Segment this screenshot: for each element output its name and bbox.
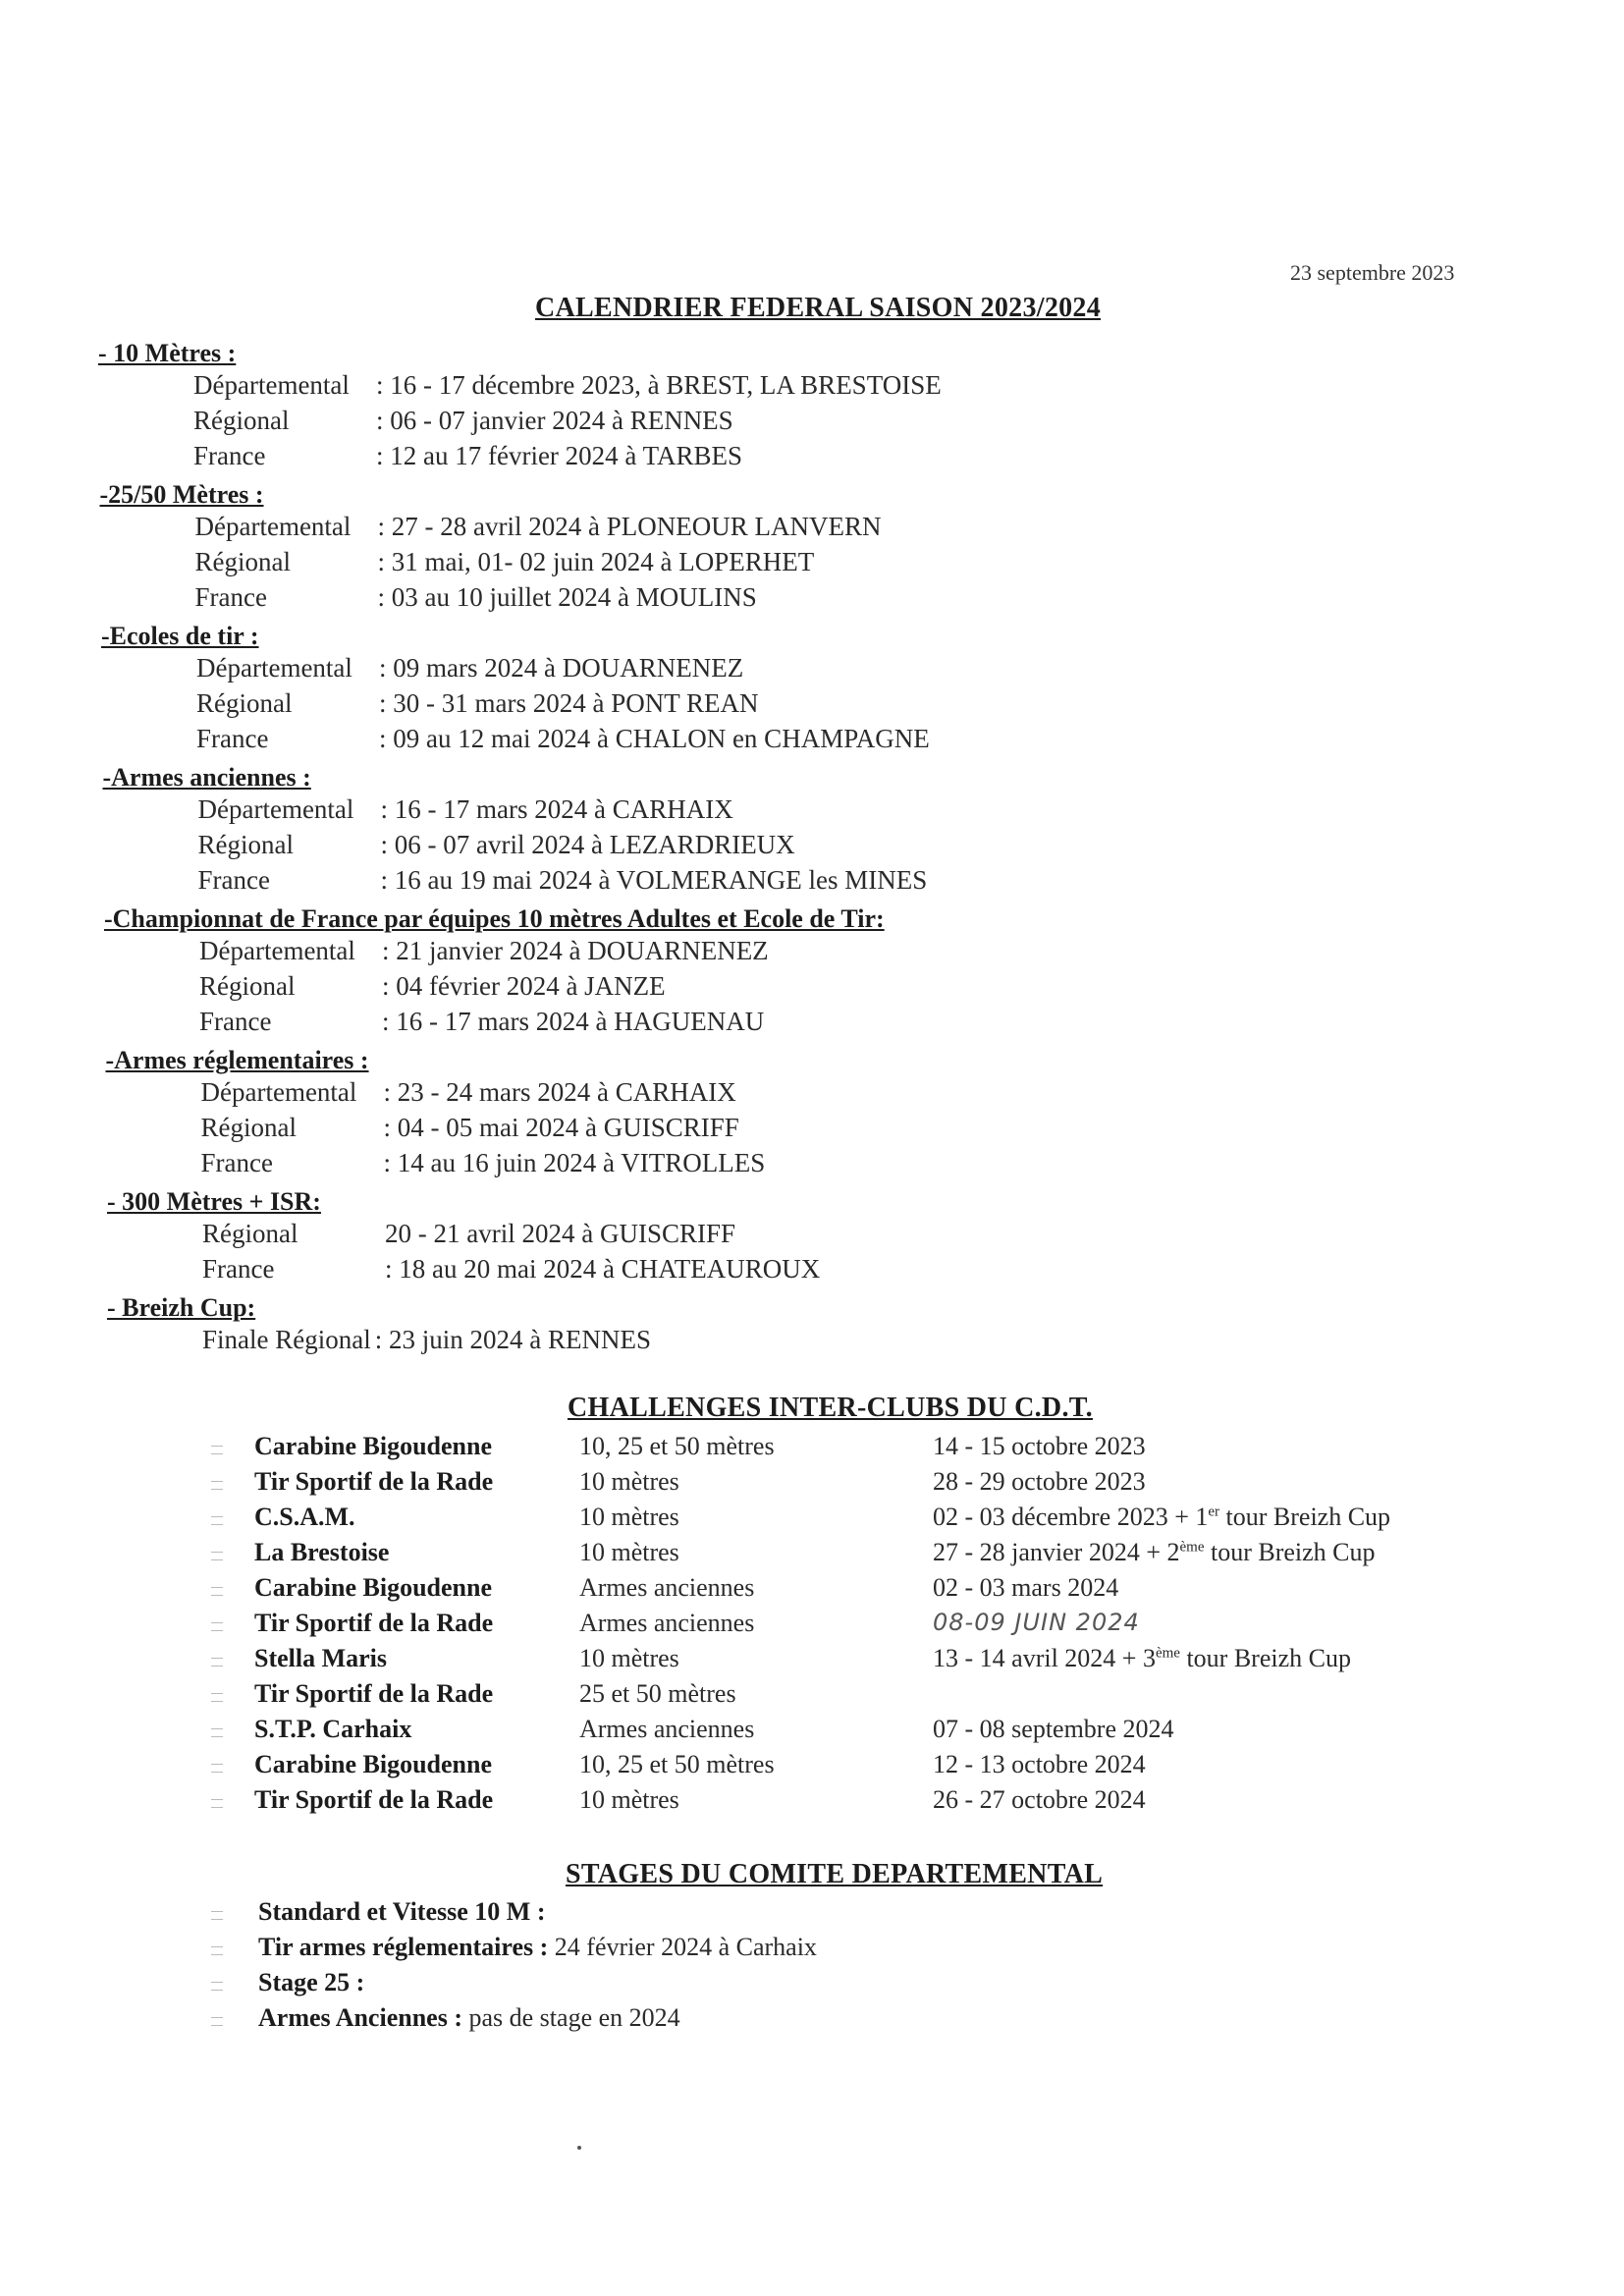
calendar-line-label: Départemental [193, 370, 350, 400]
page-title: CALENDRIER FEDERAL SAISON 2023/2024 [535, 293, 1102, 323]
calendar-line-value: : 31 mai, 01- 02 juin 2024 à LOPERHET [377, 547, 815, 576]
calendar-line-label: Régional [197, 830, 294, 859]
calendar-line-label: Finale Régional [202, 1325, 371, 1354]
stage-item [258, 1968, 364, 1997]
list-bullet-icon [211, 1982, 223, 1991]
calendar-line-value: : 16 - 17 mars 2024 à HAGUENAU [382, 1007, 765, 1036]
challenge-date: 13 - 14 avril 2024 + 3ème tour Breizh Cup [933, 1644, 1351, 1672]
calendar-line-value: : 14 au 16 juin 2024 à VITROLLES [383, 1148, 766, 1177]
section-heading: -Armes anciennes : [102, 763, 311, 792]
calendar-line-value: : 16 - 17 mars 2024 à CARHAIX [380, 794, 733, 824]
calendar-line-value: 20 - 21 avril 2024 à GUISCRIFF [385, 1219, 735, 1248]
ordinal-suffix: ème [1179, 1539, 1205, 1556]
calendar-line-label: France [200, 1148, 273, 1177]
challenge-club: C.S.A.M. [254, 1503, 355, 1531]
calendar-line [201, 1148, 766, 1178]
calendar-line [196, 688, 758, 719]
calendar-line-value: : 12 au 17 février 2024 à TARBES [376, 441, 743, 470]
challenge-date: 02 - 03 mars 2024 [933, 1573, 1119, 1602]
list-bullet-icon [211, 1693, 223, 1702]
calendar-line [195, 512, 882, 542]
challenge-date: 14 - 15 octobre 2023 [933, 1432, 1146, 1460]
calendar-line-value: : 16 au 19 mai 2024 à VOLMERANGE les MINES [380, 865, 928, 895]
challenge-club: La Brestoise [254, 1538, 390, 1566]
challenge-discipline: Armes anciennes [579, 1573, 755, 1602]
calendar-line-label: Régional [199, 971, 296, 1001]
calendar-line-value: : 03 au 10 juillet 2024 à MOULINS [377, 582, 757, 612]
list-bullet-icon [211, 2017, 223, 2026]
list-bullet-icon [211, 1622, 223, 1631]
calendar-line [202, 1254, 820, 1285]
challenges-title: CHALLENGES INTER-CLUBS DU C.D.T. [568, 1393, 1093, 1423]
challenge-date: 02 - 03 décembre 2023 + 1er tour Breizh Cup [933, 1503, 1391, 1531]
stage-label: Armes Anciennes : [258, 2003, 462, 2032]
calendar-line-label: Départemental [194, 512, 352, 541]
challenge-discipline: 10, 25 et 50 mètres [579, 1750, 775, 1778]
challenge-discipline: 10 mètres [579, 1785, 679, 1814]
challenge-date: 26 - 27 octobre 2024 [933, 1785, 1146, 1814]
calendar-line-label: Régional [194, 547, 291, 576]
calendar-line-value: : 06 - 07 janvier 2024 à RENNES [376, 406, 733, 435]
challenge-club: Tir Sportif de la Rade [254, 1467, 494, 1496]
challenge-club: Carabine Bigoudenne [254, 1750, 492, 1778]
challenge-discipline: 10 mètres [579, 1644, 679, 1672]
calendar-line-value: : 23 juin 2024 à RENNES [374, 1325, 651, 1354]
challenge-club: S.T.P. Carhaix [254, 1715, 412, 1743]
challenge-date: 08-09 JUIN 2024 [933, 1609, 1140, 1636]
calendar-line-value: : 09 au 12 mai 2024 à CHALON en CHAMPAGNE [379, 724, 930, 753]
calendar-line [202, 1325, 651, 1355]
calendar-line-value: : 27 - 28 avril 2024 à PLONEOUR LANVERN [377, 512, 882, 541]
calendar-line [198, 865, 928, 896]
calendar-line [195, 547, 815, 577]
challenge-discipline: 10 mètres [579, 1538, 679, 1566]
calendar-line-label: Régional [193, 406, 290, 435]
calendar-line-label: France [196, 724, 269, 753]
section-heading: -25/50 Mètres : [99, 480, 264, 509]
calendar-line-label: Départemental [196, 653, 352, 683]
stage-value: 24 février 2024 à Carhaix [548, 1933, 817, 1961]
calendar-line-label: Départemental [197, 794, 354, 824]
challenge-club: Tir Sportif de la Rade [254, 1609, 494, 1637]
calendar-line-label: France [199, 1007, 272, 1036]
challenge-discipline: 10 mètres [579, 1467, 679, 1496]
list-bullet-icon [211, 1658, 223, 1667]
stage-label: Standard et Vitesse 10 M : [258, 1897, 546, 1926]
challenge-date: 07 - 08 septembre 2024 [933, 1715, 1174, 1743]
list-bullet-icon [211, 1516, 223, 1525]
calendar-line [195, 582, 757, 613]
stages-title: STAGES DU COMITE DEPARTEMENTAL [566, 1859, 1104, 1889]
challenge-discipline: Armes anciennes [579, 1609, 755, 1637]
calendar-line-label: France [194, 582, 267, 612]
stage-item [258, 2003, 680, 2033]
calendar-line [193, 406, 733, 436]
challenge-club: Stella Maris [254, 1644, 388, 1672]
list-bullet-icon [211, 1799, 223, 1808]
ordinal-suffix: er [1208, 1503, 1220, 1520]
section-heading: -Armes réglementaires : [105, 1046, 369, 1074]
calendar-line-label: Régional [196, 688, 293, 718]
calendar-line [196, 724, 930, 754]
calendar-line [202, 1219, 735, 1249]
list-bullet-icon [211, 1552, 223, 1560]
list-bullet-icon [211, 1946, 223, 1955]
challenge-discipline: 10, 25 et 50 mètres [579, 1432, 775, 1460]
challenge-club: Tir Sportif de la Rade [254, 1785, 494, 1814]
section-heading: -Championnat de France par équipes 10 mètres Adultes et Ecole de Tir: [104, 904, 885, 933]
calendar-line-value: : 23 - 24 mars 2024 à CARHAIX [383, 1077, 736, 1107]
stage-label: Tir armes réglementaires : [258, 1933, 549, 1961]
calendar-line [201, 1077, 736, 1108]
calendar-line [198, 830, 795, 860]
calendar-line [199, 936, 769, 966]
calendar-line-label: France [193, 441, 266, 470]
list-bullet-icon [211, 1728, 223, 1737]
calendar-line [198, 794, 733, 825]
section-heading: - Breizh Cup: [107, 1293, 256, 1322]
date-label: 23 septembre 2023 [1290, 260, 1455, 285]
list-bullet-icon [211, 1446, 223, 1454]
section-heading: - 300 Mètres + ISR: [107, 1187, 321, 1216]
calendar-line-value: : 06 - 07 avril 2024 à LEZARDRIEUX [380, 830, 795, 859]
calendar-line-label: Départemental [200, 1077, 357, 1107]
scan-dot [577, 2146, 581, 2150]
stage-item [258, 1897, 545, 1927]
ordinal-suffix: ème [1155, 1645, 1180, 1662]
list-bullet-icon [211, 1587, 223, 1596]
challenge-discipline: 10 mètres [579, 1503, 679, 1531]
challenge-discipline: Armes anciennes [579, 1715, 755, 1743]
list-bullet-icon [211, 1764, 223, 1773]
section-heading: - 10 Mètres : [98, 339, 237, 367]
calendar-line [193, 441, 742, 471]
calendar-line-value: : 04 février 2024 à JANZE [382, 971, 666, 1001]
calendar-line [199, 971, 666, 1002]
stage-label: Stage 25 : [258, 1968, 365, 1996]
calendar-line-label: France [197, 865, 270, 895]
challenge-club: Tir Sportif de la Rade [254, 1679, 494, 1708]
calendar-line-value: : 04 - 05 mai 2024 à GUISCRIFF [383, 1113, 739, 1142]
calendar-line [193, 370, 942, 401]
calendar-line-value: : 18 au 20 mai 2024 à CHATEAUROUX [385, 1254, 821, 1284]
calendar-line-label: France [202, 1254, 275, 1284]
calendar-line-value: : 21 janvier 2024 à DOUARNENEZ [382, 936, 769, 965]
list-bullet-icon [211, 1481, 223, 1490]
list-bullet-icon [211, 1911, 223, 1920]
challenge-date: 27 - 28 janvier 2024 + 2ème tour Breizh Cup [933, 1538, 1376, 1566]
calendar-line-label: Départemental [199, 936, 355, 965]
calendar-line [201, 1113, 739, 1143]
section-heading: -Ecoles de tir : [101, 622, 259, 650]
calendar-line-label: Régional [200, 1113, 297, 1142]
stage-value: pas de stage en 2024 [461, 2003, 680, 2032]
challenge-club: Carabine Bigoudenne [254, 1432, 492, 1460]
calendar-line [199, 1007, 764, 1037]
stage-item [258, 1933, 817, 1962]
challenge-date: 28 - 29 octobre 2023 [933, 1467, 1146, 1496]
challenge-date: 12 - 13 octobre 2024 [933, 1750, 1146, 1778]
calendar-line-value: : 09 mars 2024 à DOUARNENEZ [379, 653, 744, 683]
calendar-line-value: : 30 - 31 mars 2024 à PONT REAN [379, 688, 759, 718]
calendar-line-value: : 16 - 17 décembre 2023, à BREST, LA BRESTOISE [376, 370, 942, 400]
calendar-line-label: Régional [202, 1219, 298, 1248]
challenge-discipline: 25 et 50 mètres [579, 1679, 736, 1708]
calendar-line [196, 653, 743, 683]
challenge-club: Carabine Bigoudenne [254, 1573, 492, 1602]
